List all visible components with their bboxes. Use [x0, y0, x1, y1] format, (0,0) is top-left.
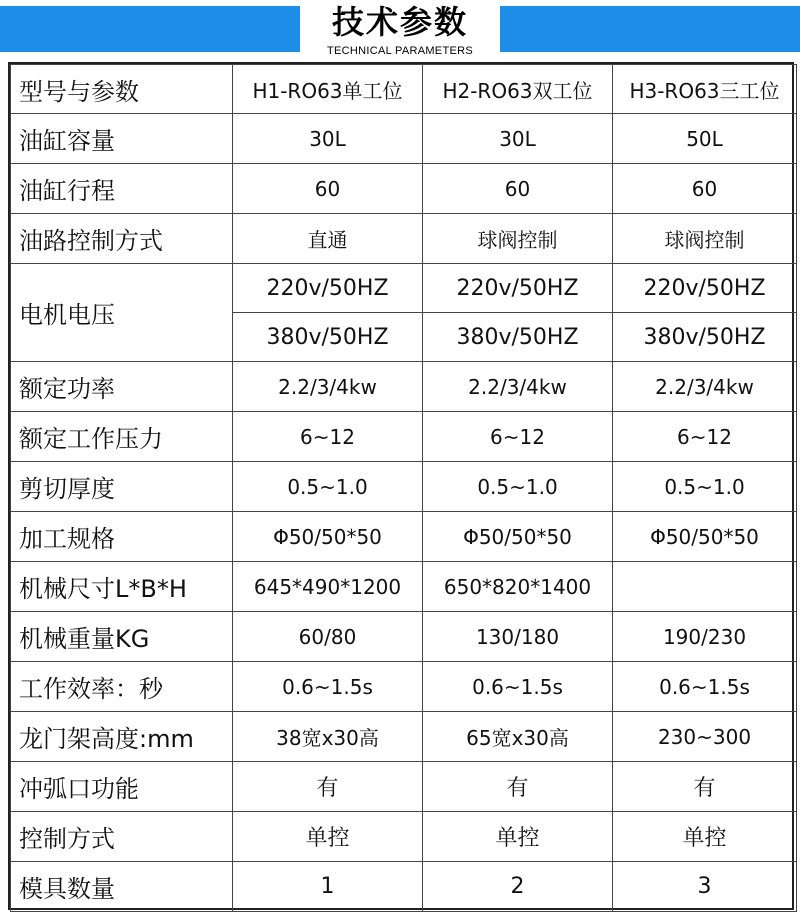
table-cell: 有	[423, 762, 613, 812]
table-cell: 单控	[423, 812, 613, 862]
table-cell: 0.6~1.5s	[423, 662, 613, 712]
table-cell: 220v/50HZ	[613, 264, 797, 313]
table-cell: 65宽x30高	[423, 712, 613, 762]
row-label: 电机电压	[11, 264, 233, 362]
table-cell: 220v/50HZ	[233, 264, 423, 313]
table-row	[11, 762, 797, 812]
table-cell: 2.2/3/4kw	[233, 362, 423, 412]
table-row	[11, 462, 797, 512]
table-cell: 230~300	[613, 712, 797, 762]
table-row	[11, 712, 797, 762]
row-label: 额定功率	[11, 362, 233, 412]
table-cell: 有	[233, 762, 423, 812]
table-cell: 60	[423, 164, 613, 214]
title-box	[300, 0, 500, 62]
table-cell: 0.5~1.0	[613, 462, 797, 512]
row-label: 机械重量KG	[11, 612, 233, 662]
row-label: 模具数量	[11, 862, 233, 912]
row-label: 加工规格	[11, 512, 233, 562]
table-row	[11, 612, 797, 662]
table-cell: 30L	[423, 114, 613, 164]
table-cell: 0.5~1.0	[423, 462, 613, 512]
table-row	[11, 264, 797, 313]
row-label: 油缸容量	[11, 114, 233, 164]
row-label: 油路控制方式	[11, 214, 233, 264]
table-row	[11, 862, 797, 912]
table-cell: 380v/50HZ	[423, 313, 613, 362]
model-h3: H3-RO63三工位	[613, 65, 797, 114]
table-cell: 2.2/3/4kw	[613, 362, 797, 412]
table-cell: 130/180	[423, 612, 613, 662]
table-row	[11, 114, 797, 164]
table-cell: 650*820*1400	[423, 562, 613, 612]
row-label: 机械尺寸L*B*H	[11, 562, 233, 612]
header-bar-right	[500, 6, 800, 52]
table-cell: 0.6~1.5s	[233, 662, 423, 712]
model-h2: H2-RO63双工位	[423, 65, 613, 114]
table-cell	[613, 562, 797, 612]
model-h1: H1-RO63单工位	[233, 65, 423, 114]
table-cell: 2	[423, 862, 613, 912]
table-row	[11, 214, 797, 264]
table-cell: 2.2/3/4kw	[423, 362, 613, 412]
table-row	[11, 812, 797, 862]
table-cell: 645*490*1200	[233, 562, 423, 612]
table-cell: 220v/50HZ	[423, 264, 613, 313]
table-cell: 60	[233, 164, 423, 214]
table-cell: 单控	[613, 812, 797, 862]
header-banner	[0, 0, 800, 62]
table-row	[11, 164, 797, 214]
table-cell: 有	[613, 762, 797, 812]
table-cell: 60	[613, 164, 797, 214]
table-header-row	[11, 65, 797, 114]
table-cell: 3	[613, 862, 797, 912]
table-cell: Φ50/50*50	[233, 512, 423, 562]
table-cell: 6~12	[233, 412, 423, 462]
row-label: 冲弧口功能	[11, 762, 233, 812]
table-cell: 0.6~1.5s	[613, 662, 797, 712]
table-cell: 单控	[233, 812, 423, 862]
table-cell: 球阀控制	[423, 214, 613, 264]
page-title: 技术参数	[331, 3, 468, 41]
row-label: 油缸行程	[11, 164, 233, 214]
row-label: 额定工作压力	[11, 412, 233, 462]
row-label: 剪切厚度	[11, 462, 233, 512]
page-subtitle: TECHNICAL PARAMETERS	[327, 45, 473, 57]
table-cell: 球阀控制	[613, 214, 797, 264]
table-cell: 0.5~1.0	[233, 462, 423, 512]
table-cell: 50L	[613, 114, 797, 164]
table-cell: 190/230	[613, 612, 797, 662]
table-cell: Φ50/50*50	[423, 512, 613, 562]
table-row	[11, 562, 797, 612]
row-label: 工作效率：秒	[11, 662, 233, 712]
header-bar-left	[0, 6, 300, 52]
row-label: 龙门架高度:mm	[11, 712, 233, 762]
table-cell: 直通	[233, 214, 423, 264]
table-cell: 38宽x30高	[233, 712, 423, 762]
table-cell: Φ50/50*50	[613, 512, 797, 562]
table-cell: 380v/50HZ	[613, 313, 797, 362]
table-cell: 6~12	[613, 412, 797, 462]
table-row	[11, 412, 797, 462]
table-row	[11, 362, 797, 412]
table-row	[11, 662, 797, 712]
parameters-table	[8, 62, 794, 910]
table-cell: 380v/50HZ	[233, 313, 423, 362]
table-cell: 30L	[233, 114, 423, 164]
table-cell: 1	[233, 862, 423, 912]
table-cell: 60/80	[233, 612, 423, 662]
table-row	[11, 512, 797, 562]
row-label: 控制方式	[11, 812, 233, 862]
header-label: 型号与参数	[11, 65, 233, 114]
table-cell: 6~12	[423, 412, 613, 462]
